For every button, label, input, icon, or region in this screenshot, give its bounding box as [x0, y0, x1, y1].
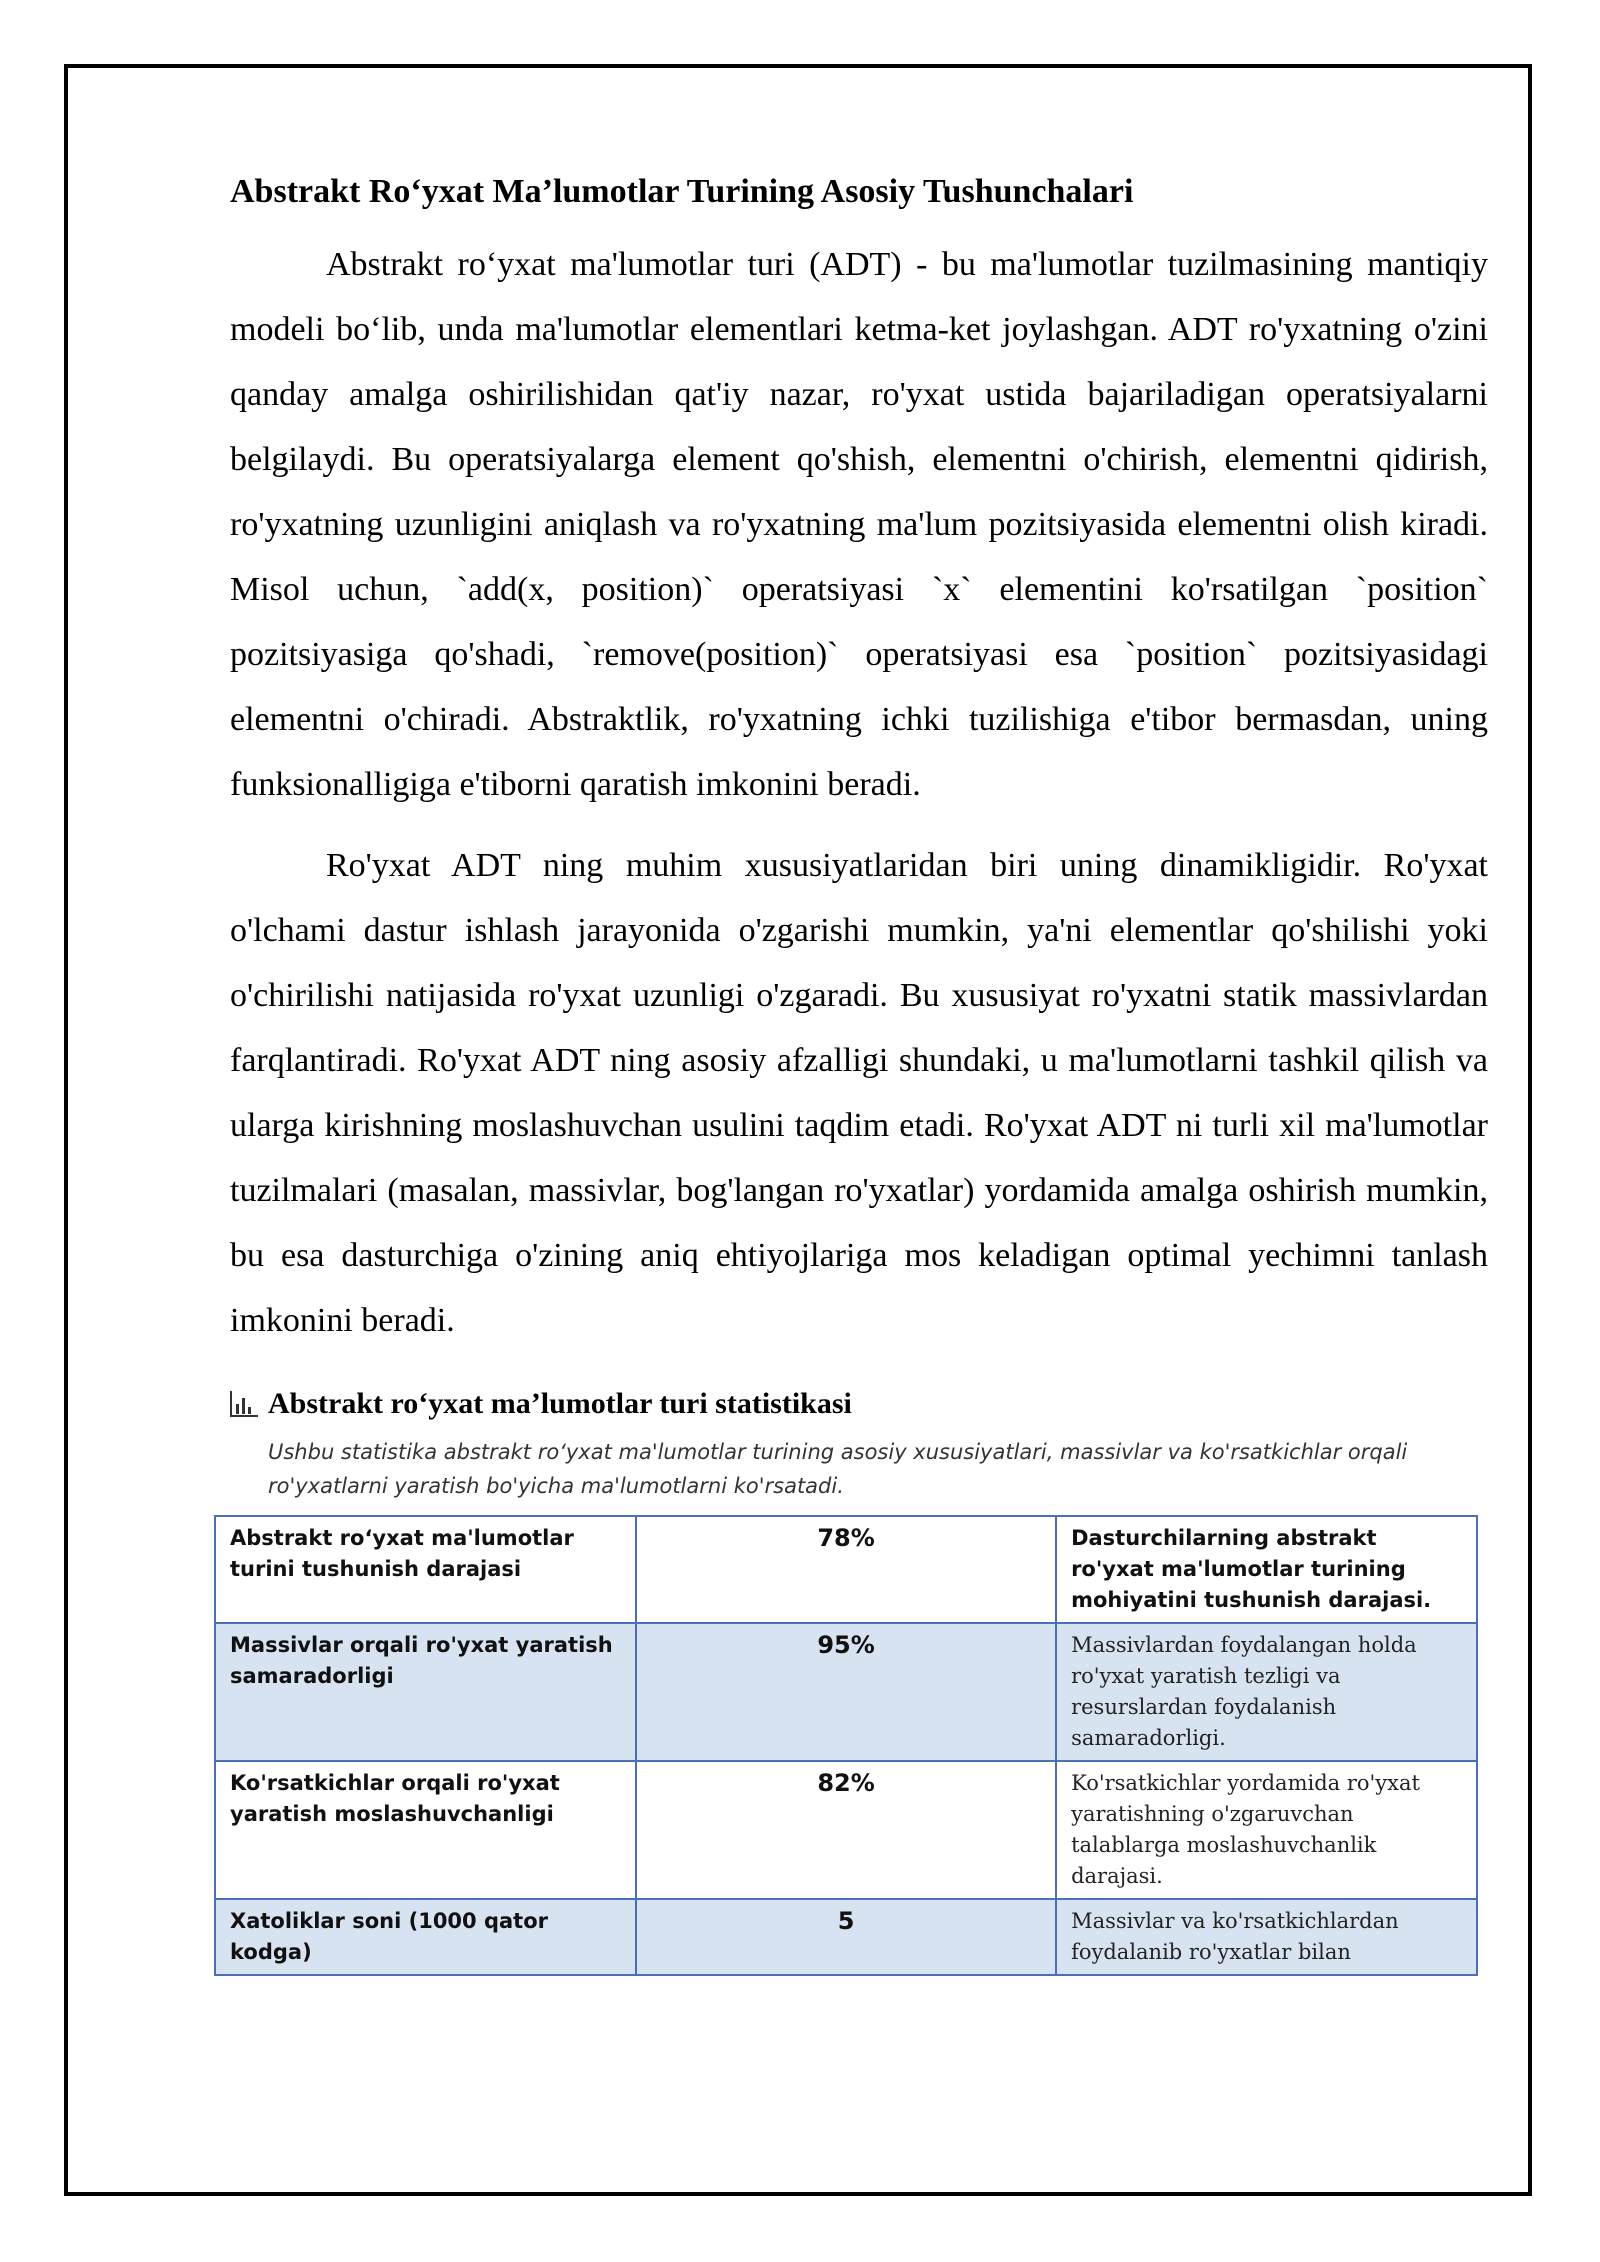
statistics-description: Ushbu statistika abstrakt ro‘yxat ma'lumotlar turining asosiy xususiyatlari, massivlar va ko'rsatkichlar orqali ro'yxatlarni yaratish bo'yicha ma'lumotlarni ko'rsatadi. [268, 1440, 1408, 1499]
value-cell: 78% [636, 1516, 1056, 1623]
value-cell: 82% [636, 1761, 1056, 1899]
table-row [215, 1899, 1477, 1975]
metric-cell: Ko'rsatkichlar orqali ro'yxat yaratish moslashuvchanligi [215, 1761, 636, 1899]
metric-cell: Massivlar orqali ro'yxat yaratish samaradorligi [215, 1623, 636, 1761]
statistics-heading [230, 1387, 1488, 1421]
document-title: Abstrakt Ro‘yxat Ma’lumotlar Turining Asosiy Tushunchalari [230, 173, 1134, 210]
table-row [215, 1761, 1477, 1899]
value-cell: 5 [636, 1899, 1056, 1975]
value-cell: 95% [636, 1623, 1056, 1761]
note-cell: Massivlardan foydalangan holda ro'yxat yaratish tezligi va resurslardan foydalanish samaradorligi. [1056, 1623, 1477, 1761]
paragraph-adt-definition: Abstrakt ro‘yxat ma'lumotlar turi (ADT) - bu ma'lumotlar tuzilmasining mantiqiy modeli bo‘lib, unda ma'lumotlar elementlari ketma-ket joylashgan. ADT ro'yxatning o'zini qanday amalga oshirilishidan qat'iy nazar, ro'yxat ustida bajariladigan operatsiyalarni belgilaydi. Bu operatsiyalarga element qo'shish, elementni o'chirish, elementni qidirish, ro'yxatning uzunligini aniqlash va ro'yxatning ma'lum pozitsiyasida elementni olish kiradi. Misol uchun, `add(x, position)` operatsiyasi `x` elementini ko'rsatilgan `position` pozitsiyasiga qo'shadi, `remove(position)` operatsiyasi esa `position` pozitsiyasidagi elementni o'chiradi. Abstraktlik, ro'yxatning ichki tuzilishiga e'tibor bermasdan, uning funksionalligiga e'tiborni qaratish imkonini beradi. [230, 246, 1488, 804]
metric-cell: Xatoliklar soni (1000 qator kodga) [215, 1899, 636, 1975]
document-body [230, 170, 1488, 1976]
statistics-table [214, 1515, 1478, 1976]
table-row [215, 1516, 1477, 1623]
note-cell: Massivlar va ko'rsatkichlardan foydalanib ro'yxatlar bilan [1056, 1899, 1477, 1975]
metric-cell: Abstrakt ro‘yxat ma'lumotlar turini tushunish darajasi [215, 1516, 636, 1623]
paragraph-adt-dynamics: Ro'yxat ADT ning muhim xususiyatlaridan biri uning dinamikligidir. Ro'yxat o'lchami dastur ishlash jarayonida o'zgarishi mumkin, ya'ni elementlar qo'shilishi yoki o'chirilishi natijasida ro'yxat uzunligi o'zgaradi. Bu xususiyat ro'yxatni statik massivlardan farqlantiradi. Ro'yxat ADT ning asosiy afzalligi shundaki, u ma'lumotlarni tashkil qilish va ularga kirishning moslashuvchan usulini taqdim etadi. Ro'yxat ADT ni turli xil ma'lumotlar tuzilmalari (masalan, massivlar, bog'langan ro'yxatlar) yordamida amalga oshirish mumkin, bu esa dasturchiga o'zining aniq ehtiyojlariga mos keladigan optimal yechimni tanlash imkonini beradi. [230, 847, 1488, 1340]
note-cell: Ko'rsatkichlar yordamida ro'yxat yaratishning o'zgaruvchan talablarga moslashuvchanlik darajasi. [1056, 1761, 1477, 1899]
bar-chart-icon [230, 1391, 258, 1417]
table-row [215, 1623, 1477, 1761]
statistics-section [230, 1387, 1488, 1976]
statistics-title: Abstrakt ro‘yxat ma’lumotlar turi statistikasi [268, 1387, 852, 1421]
note-cell: Dasturchilarning abstrakt ro'yxat ma'lumotlar turining mohiyatini tushunish darajasi. [1056, 1516, 1477, 1623]
